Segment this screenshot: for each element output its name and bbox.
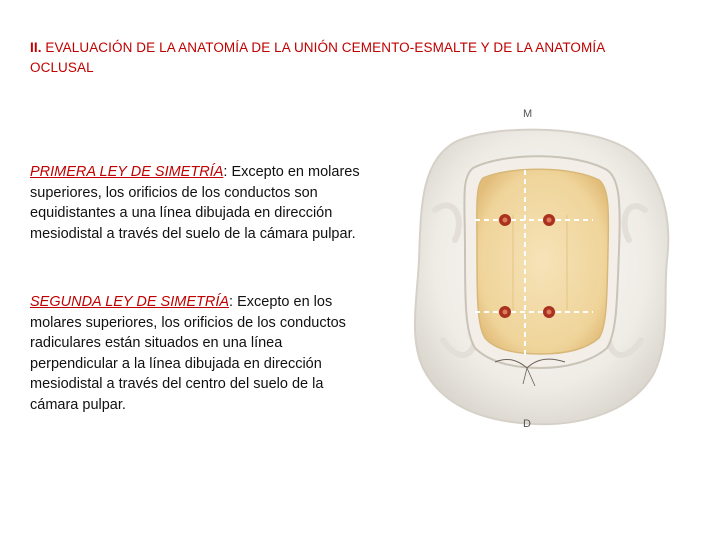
title-text: EVALUACIÓN DE LA ANATOMÍA DE LA UNIÓN CEMENTO-ESMALTE Y DE LA ANATOMÍA OCLUSAL — [30, 40, 605, 75]
tooth-illustration — [395, 100, 685, 440]
molar-occlusal-view — [395, 100, 685, 440]
title-number: II. — [30, 40, 42, 55]
paragraph-first-law — [30, 162, 370, 244]
pulp-chamber-floor — [477, 169, 609, 354]
paragraph-second-law — [30, 292, 370, 415]
second-law-title: SEGUNDA LEY DE SIMETRÍA — [30, 294, 230, 310]
mesial-label: M — [523, 108, 533, 120]
first-law-title: PRIMERA LEY DE SIMETRÍA — [30, 164, 224, 180]
second-law-body: : Excepto en los molares superiores, los orificios de los conductos radiculares están situados en una línea perpendicular a la línea dibujada en dirección mesiodistal a través del centro del suelo de la cámara pulpar. — [30, 294, 346, 413]
slide-title — [30, 38, 630, 78]
distal-label: D — [523, 418, 531, 430]
first-law-body: : Excepto en molares superiores, los orificios de los conductos son equidistantes a una línea dibujada en dirección mesiodistal a través del suelo de la cámara pulpar. — [30, 164, 360, 242]
